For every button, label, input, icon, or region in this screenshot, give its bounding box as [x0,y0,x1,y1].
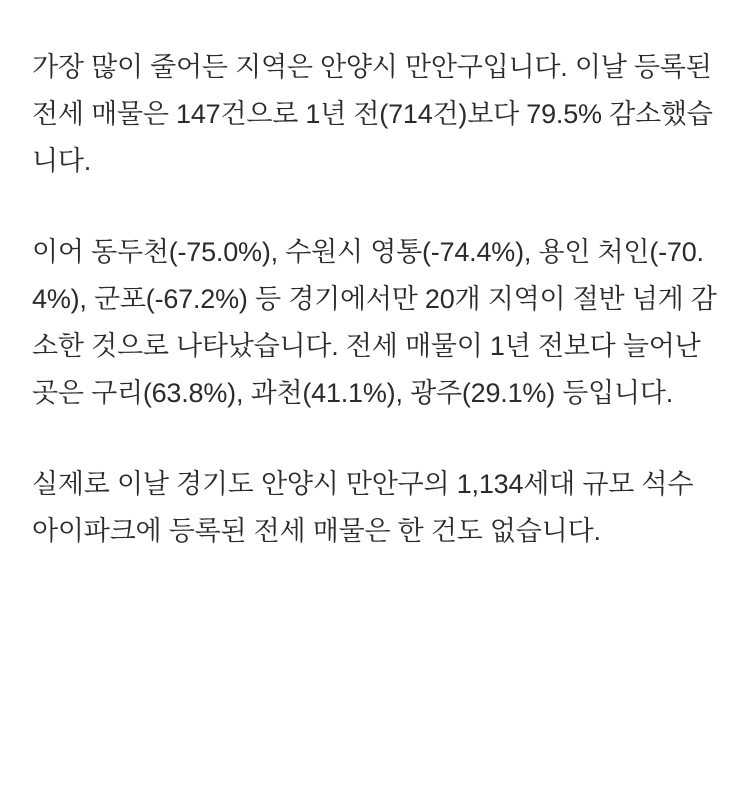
article-paragraph-2: 이어 동두천(-75.0%), 수원시 영통(-74.4%), 용인 처인(-70.4%), 군포(-67.2%) 등 경기에서만 20개 지역이 절반 넘게 감소한 것으로 나타났습니다. 전세 매물이 1년 전보다 늘어난 곳은 구리(63.8%), 과천(41.1%), 광주(29.1%) 등입니다. [32,237,717,408]
article-paragraph-1: 가장 많이 줄어든 지역은 안양시 만안구입니다. 이날 등록된 전세 매물은 147건으로 1년 전(714건)보다 79.5% 감소했습니다. [32,52,713,176]
article-paragraph-3: 실제로 이날 경기도 안양시 만안구의 1,134세대 규모 석수아이파크에 등록된 전세 매물은 한 건도 없습니다. [32,469,694,546]
